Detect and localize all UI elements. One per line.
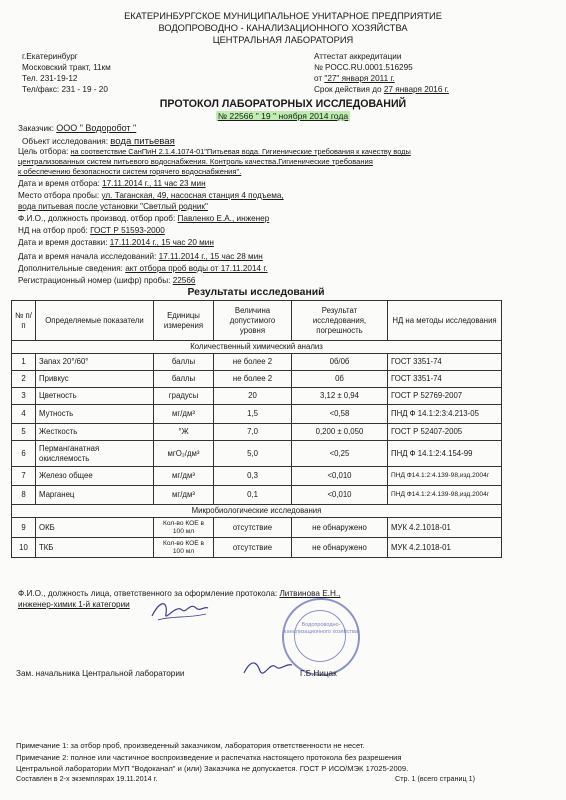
norm-value: 20 [214, 388, 292, 405]
norm-value: не более 2 [214, 371, 292, 388]
unit: мг/дм³ [154, 405, 214, 424]
unit: баллы [154, 371, 214, 388]
results-table [11, 300, 502, 558]
indicator-name: Мутность [36, 405, 154, 424]
indicator-name: ОКБ [36, 518, 154, 538]
unit: мг/дм³ [154, 467, 214, 486]
nd-sampling-line: НД на отбор проб: ГОСТ Р 51593-2000 [18, 226, 165, 235]
section-label: Количественный химический анализ [12, 341, 502, 354]
norm-value: 0,3 [214, 467, 292, 486]
accreditation-title: Аттестат аккредитации [314, 52, 402, 61]
indicator-name: Марганец [36, 486, 154, 505]
row-number: 9 [12, 518, 36, 538]
signoff-role: Зам. начальника Центральной лаборатории [16, 669, 185, 678]
table-row [12, 388, 502, 405]
row-number: 10 [12, 538, 36, 558]
registration-line: Регистрационный номер (шифр) пробы: 22566 [18, 276, 196, 285]
row-number: 8 [12, 486, 36, 505]
address-city: г.Екатеринбург [22, 52, 78, 61]
results-header-row [12, 301, 502, 341]
unit: баллы [154, 354, 214, 371]
method-ref: ПНД Ф14.1:2:4.139-98,изд.2004г [388, 486, 502, 505]
row-number: 2 [12, 371, 36, 388]
unit: Кол-во КОЕ в 100 мл [154, 518, 214, 538]
section-label: Микробиологические исследования [12, 505, 502, 518]
section-row-chemical [12, 341, 502, 354]
unit: градусы [154, 388, 214, 405]
results-title: Результаты исследований [187, 287, 325, 298]
table-row [12, 371, 502, 388]
indicator-name: Цветность [36, 388, 154, 405]
result-value: <0,25 [292, 441, 388, 467]
table-row [12, 486, 502, 505]
indicator-name: Привкус [36, 371, 154, 388]
row-number: 6 [12, 441, 36, 467]
sampling-datetime: Дата и время отбора: 17.11.2014 г., 11 час 23 мин [18, 179, 206, 188]
section-row-micro [12, 505, 502, 518]
method-ref: ПНД Ф14.1:2:4.139-98,изд.2004г [388, 467, 502, 486]
row-number: 4 [12, 405, 36, 424]
address-street: Московский тракт, 11км [22, 63, 111, 72]
start-line: Дата и время начала исследований: 17.11.2014 г., 15 час 28 мин [18, 252, 263, 261]
norm-value: 5,0 [214, 441, 292, 467]
delivery-line: Дата и время доставки: 17.11.2014 г., 15 час 20 мин [18, 238, 214, 247]
unit: мгО₂/дм³ [154, 441, 214, 467]
accreditation-number: № РОСС.RU.0001.516295 [314, 63, 413, 72]
indicator-name: Железо общее [36, 467, 154, 486]
method-ref: ГОСТ 3351-74 [388, 371, 502, 388]
org-name-line2: ВОДОПРОВОДНО - КАНАЛИЗАЦИОННОГО ХОЗЯЙСТВА [158, 23, 408, 33]
org-name-line3: ЦЕНТРАЛЬНАЯ ЛАБОРАТОРИЯ [212, 35, 354, 45]
col-header-number: № п/п [12, 301, 36, 341]
result-value: 0,200 ± 0,050 [292, 424, 388, 441]
purpose-line3: к обеспечению безопасности систем горячего водоснабжения". [18, 167, 242, 176]
col-header-indicator: Определяемые показатели [36, 301, 154, 341]
unit: Кол-во КОЕ в 100 мл [154, 538, 214, 558]
unit: °Ж [154, 424, 214, 441]
norm-value: 0,1 [214, 486, 292, 505]
note-2: Примечание 2: полное или частичное воспроизведение и распечатка настоящего протокола без разрешения [16, 753, 402, 762]
row-number: 5 [12, 424, 36, 441]
accreditation-from: от "27" января 2011 г. [314, 74, 395, 83]
extra-info-line: Дополнительные сведения: акт отбора проб воды от 17.11.2014 г. [18, 264, 268, 273]
row-number: 7 [12, 467, 36, 486]
accreditation-valid: Срок действия до 27 января 2016 г. [314, 85, 449, 94]
lab-stamp: Водопроводно-канализационного хозяйства [282, 598, 360, 676]
sampler-line: Ф.И.О., должность производ. отбор проб: Павленко Е.А., инженер [18, 214, 270, 223]
norm-value: 7,0 [214, 424, 292, 441]
org-name-line1: ЕКАТЕРИНБУРГСКОЕ МУНИЦИПАЛЬНОЕ УНИТАРНОЕ ПРЕДПРИЯТИЕ [124, 11, 442, 21]
indicator-name: ТКБ [36, 538, 154, 558]
result-value: 3,12 ± 0,94 [292, 388, 388, 405]
method-ref: ПНД Ф 14.1:2:4.154-99 [388, 441, 502, 467]
customer-line: Заказчик: ООО " Водоробот " [18, 123, 137, 133]
norm-value: отсутствие [214, 538, 292, 558]
method-ref: ГОСТ 3351-74 [388, 354, 502, 371]
indicator-name: Перманганатная окисляемость [36, 441, 154, 467]
sampling-place: Место отбора пробы: ул. Таганская, 49, насосная станция 4 подъема, [18, 191, 284, 200]
indicator-name: Жесткость [36, 424, 154, 441]
table-row [12, 538, 502, 558]
method-ref: МУК 4.2.1018-01 [388, 538, 502, 558]
result-value: не обнаружено [292, 518, 388, 538]
result-value: <0,010 [292, 467, 388, 486]
purpose-line2: централизованных систем питьевого водоснабжения. Контроль качества.Гигиенические требования [18, 157, 373, 166]
row-number: 1 [12, 354, 36, 371]
result-value: <0,010 [292, 486, 388, 505]
method-ref: ГОСТ Р 52407-2005 [388, 424, 502, 441]
indicator-name: Запах 20°/60° [36, 354, 154, 371]
result-value: 0б/0б [292, 354, 388, 371]
note-3: Центральной лаборатории МУП "Водоканал" и (или) Заказчика не допускается. ГОСТ Р ИСО/МЭК 17025-2009. [16, 764, 409, 773]
table-row [12, 467, 502, 486]
row-number: 3 [12, 388, 36, 405]
unit: мг/дм³ [154, 486, 214, 505]
note-1: Примечание 1: за отбор проб, произведенный заказчиком, лаборатория ответственности не несет. [16, 741, 365, 750]
col-header-norm: Величина допустимого уровня [214, 301, 292, 341]
method-ref: ПНД Ф 14.1:2:3:4.213-05 [388, 405, 502, 424]
table-row [12, 518, 502, 538]
col-header-method: НД на методы исследования [388, 301, 502, 341]
responsible-signature [150, 596, 210, 624]
norm-value: 1,5 [214, 405, 292, 424]
method-ref: ГОСТ Р 52769-2007 [388, 388, 502, 405]
table-row [12, 354, 502, 371]
table-row [12, 424, 502, 441]
purpose-line1: Цель отбора: на соответствие СанПиН 2.1.4.1074-01"Питьевая вода. Гигиенические требования к качеству воды [18, 147, 411, 156]
responsible-line: Ф.И.О., должность лица, ответственного за оформление протокола: Литвинова Е.Н., [18, 589, 341, 598]
result-value: 0б [292, 371, 388, 388]
responsible-position: инженер-химик 1-й категории [18, 600, 130, 609]
composed-line: Составлен в 2-х экземплярах 19.11.2014 г. [16, 774, 158, 783]
norm-value: не более 2 [214, 354, 292, 371]
address-telfax: Тел/факс: 231 - 19 - 20 [22, 85, 108, 94]
table-row [12, 405, 502, 424]
method-ref: МУК 4.2.1018-01 [388, 518, 502, 538]
col-header-unit: Единицы измерения [154, 301, 214, 341]
protocol-number: № 22566 " 19 " ноября 2014 года [217, 111, 349, 121]
page-counter: Стр. 1 (всего страниц 1) [395, 774, 476, 783]
protocol-title: ПРОТОКОЛ ЛАБОРАТОРНЫХ ИССЛЕДОВАНИЙ [159, 98, 407, 110]
sampling-place-2: вода питьевая после установки "Светлый родник" [18, 202, 208, 211]
result-value: <0,58 [292, 405, 388, 424]
object-line: Объект исследования: вода питьевая [22, 136, 175, 147]
col-header-result: Результат исследования, погрешность [292, 301, 388, 341]
table-row [12, 441, 502, 467]
result-value: не обнаружено [292, 538, 388, 558]
norm-value: отсутствие [214, 518, 292, 538]
address-tel: Тел. 231-19-12 [22, 74, 78, 83]
signoff-name: Г.Б.Ницак [300, 669, 337, 678]
signoff-signature [240, 655, 296, 681]
